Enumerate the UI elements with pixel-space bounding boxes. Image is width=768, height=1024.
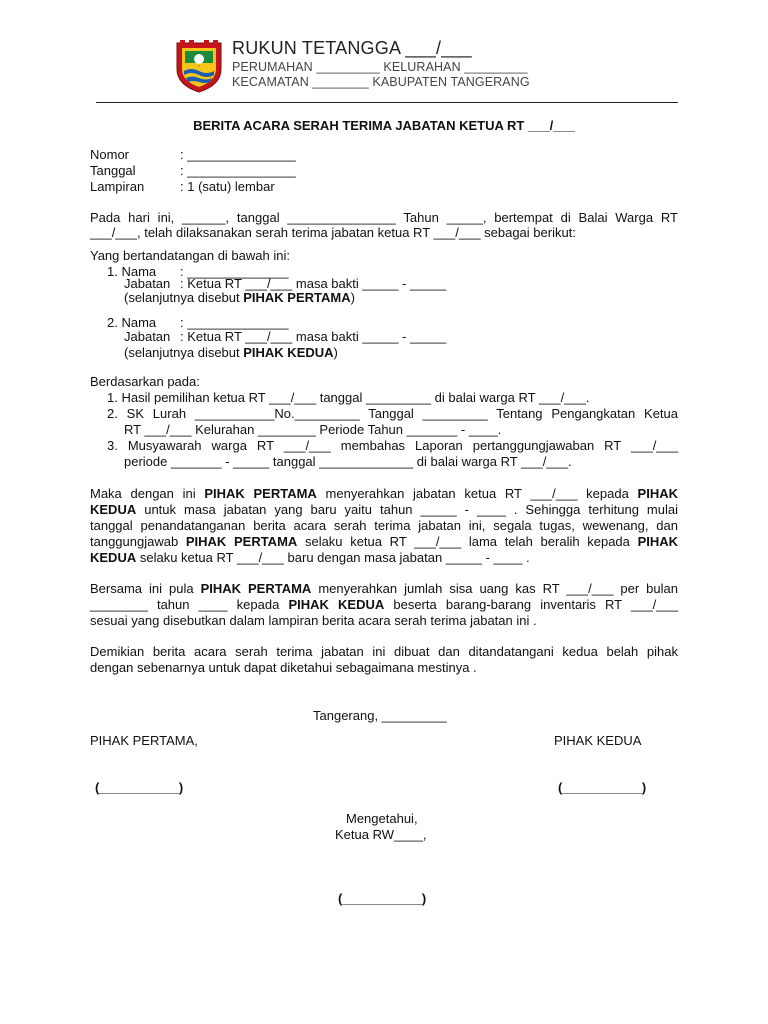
tanggal-value: : _______________: [180, 163, 296, 178]
acknowledged-label: Mengetahui,: [346, 811, 418, 826]
nomor-label: Nomor: [90, 147, 130, 162]
closing-para-line-1: Demikian berita acara serah terima jabatan ini dibuat dan ditandatangani kedua belah pihak: [90, 644, 678, 659]
party2-jabatan-label: Jabatan: [124, 329, 171, 344]
cash-para-line-1: Bersama ini pula PIHAK PERTAMA menyerahkan jumlah sisa uang kas RT ___/___ per bulan: [90, 581, 678, 596]
basis-item-3-line-2: periode _______ - _____ tanggal _____________ di balai warga RT ___/___.: [124, 454, 572, 469]
party1-designation: (selanjutnya disebut PIHAK PERTAMA): [124, 290, 355, 305]
rw-sign-blank: (___________): [338, 891, 427, 906]
basis-item-2-line-2: RT ___/___ Kelurahan ________ Periode Tahun _______ - ____.: [124, 422, 502, 437]
pihak-kedua-label: PIHAK KEDUA: [243, 345, 334, 360]
basis-item-3-line-1: 3. Musyawarah warga RT ___/___ membahas Laporan pertanggungjawaban RT ___/___: [107, 438, 678, 453]
party1-jabatan-label: Jabatan: [124, 276, 171, 291]
header-line-1: PERUMAHAN _________ KELURAHAN _________: [232, 60, 528, 74]
party1-nama-value: : ______________: [180, 264, 289, 279]
party2-nama-label: 2. Nama: [107, 315, 157, 330]
header-org-title: RUKUN TETANGGA ___/___: [232, 38, 472, 58]
document-title: BERITA ACARA SERAH TERIMA JABATAN KETUA RT ___/___: [193, 118, 575, 133]
header-divider: [96, 102, 678, 103]
sign-left-blank: (___________): [95, 780, 184, 795]
header-line-2: KECAMATAN ________ KABUPATEN TANGERANG: [232, 75, 530, 89]
signed-intro: Yang bertandatangan di bawah ini:: [90, 248, 290, 263]
pihak-pertama-label: PIHAK PERTAMA: [243, 290, 351, 305]
nomor-value: : _______________: [180, 147, 296, 162]
cash-para-line-2: ________ tahun ____ kepada PIHAK KEDUA beserta barang-barang inventaris RT ___/___: [90, 597, 678, 612]
place-date: Tangerang, _________: [313, 708, 447, 723]
handover-para-line-5: KEDUA selaku ketua RT ___/___ baru dengan masa jabatan _____ - ____ .: [90, 550, 530, 565]
intro-line-1: Pada hari ini, ______, tanggal _______________ Tahun _____, bertempat di Balai Warga RT: [90, 210, 678, 225]
sign-right-label: PIHAK KEDUA: [554, 733, 642, 748]
closing-para-line-2: dengan sebenarnya untuk dapat diketahui sebagaimana mestinya .: [90, 660, 477, 675]
sign-right-blank: (___________): [558, 780, 647, 795]
party1-jabatan-value: : Ketua RT ___/___ masa bakti _____ - _____: [180, 276, 447, 291]
svg-text:•: •: [198, 63, 200, 68]
party2-jabatan-value: : Ketua RT ___/___ masa bakti _____ - _____: [180, 329, 447, 344]
lampiran-label: Lampiran: [90, 179, 145, 194]
basis-item-1: 1. Hasil pemilihan ketua RT ___/___ tanggal _________ di balai warga RT ___/___.: [107, 390, 590, 405]
rw-label: Ketua RW____,: [335, 827, 427, 842]
tanggal-label: Tanggal: [90, 163, 136, 178]
lampiran-value: : 1 (satu) lembar: [180, 179, 275, 194]
handover-para-line-2: KEDUA untuk masa jabatan yang baru yaitu tahun _____ - ____ . Sehingga terhitung mulai: [90, 502, 678, 517]
tangerang-emblem-logo: [175, 39, 223, 93]
party2-nama-value: : ______________: [180, 315, 289, 330]
handover-para-line-1: Maka dengan ini PIHAK PERTAMA menyerahkan jabatan ketua RT ___/___ kepada PIHAK: [90, 486, 678, 501]
handover-para-line-4: tanggungjawab PIHAK PERTAMA selaku ketua RT ___/___ lama telah beralih kepada PIHAK: [90, 534, 679, 549]
party2-designation: (selanjutnya disebut PIHAK KEDUA): [124, 345, 338, 360]
handover-para-line-3: tanggal penandatanganan berita acara serah terima jabatan ini, segala tugas, wewenang, dan: [90, 518, 678, 533]
basis-item-2-line-1: 2. SK Lurah ___________No._________ Tanggal _________ Tentang Pengangkatan Ketua: [107, 406, 678, 421]
intro-line-2: ___/___, telah dilaksanakan serah terima jabatan ketua RT ___/___ sebagai berikut:: [90, 225, 576, 240]
party1-nama-label: 1. Nama: [107, 264, 157, 279]
basis-intro: Berdasarkan pada:: [90, 374, 200, 389]
cash-para-line-3: sesuai yang disebutkan dalam lampiran berita acara serah terima jabatan ini .: [90, 613, 537, 628]
sign-left-label: PIHAK PERTAMA,: [90, 733, 198, 748]
